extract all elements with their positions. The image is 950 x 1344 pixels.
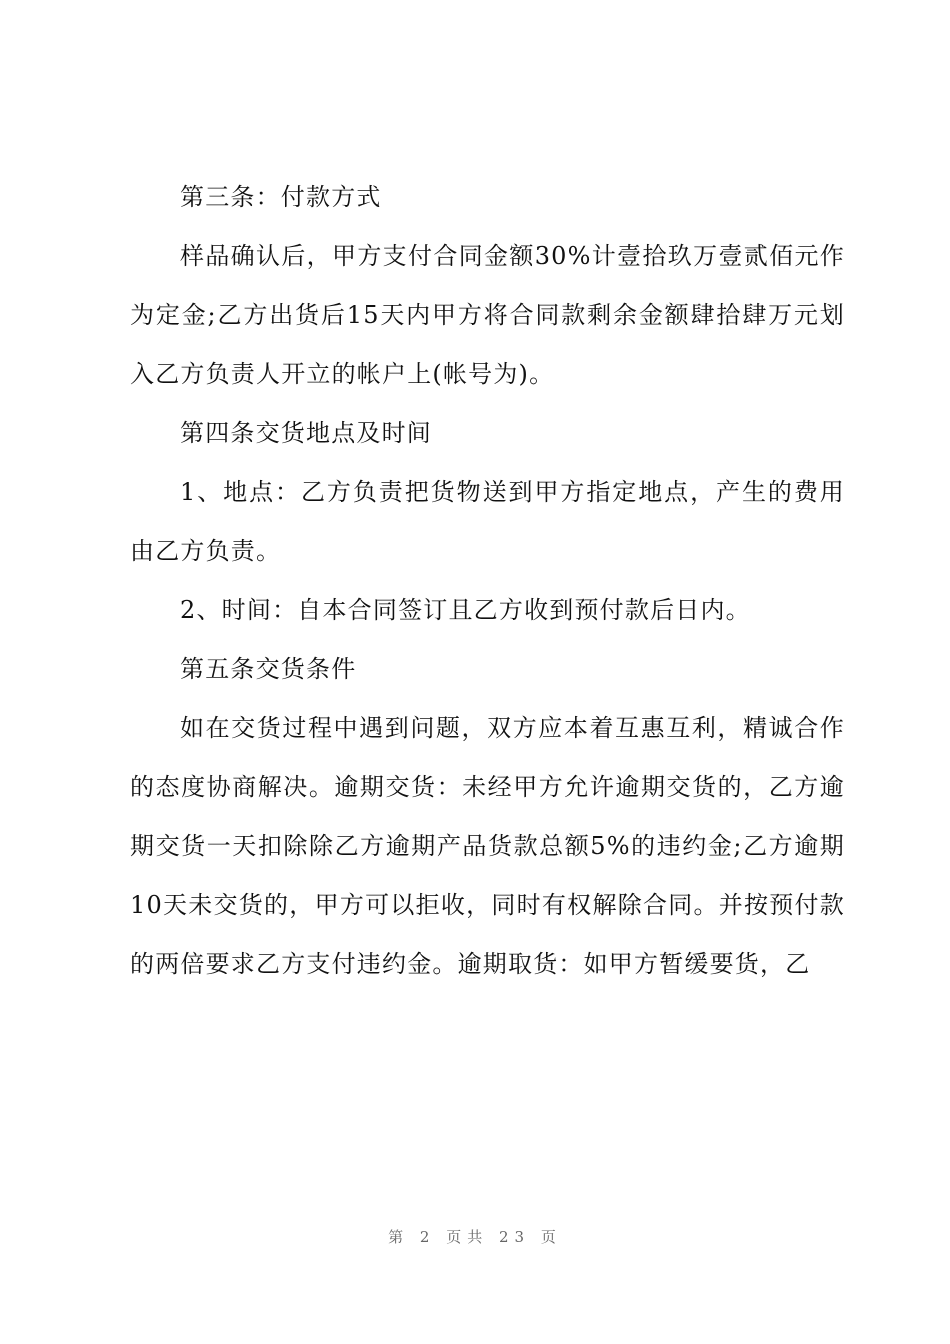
page-footer [0, 1226, 950, 1247]
footer-total-pages: 23 [499, 1228, 531, 1246]
payment-paragraph: 样品确认后，甲方支付合同金额30%计壹拾玖万壹贰佰元作为定金;乙方出货后15天内甲方将合同款剩余金额肆拾肆万元划入乙方负责人开立的帐户上(帐号为)。 [130, 242, 845, 388]
conditions-paragraph: 如在交货过程中遇到问题，双方应本着互惠互利，精诚合作的态度协商解决。逾期交货：未经甲方允许逾期交货的，乙方逾期交货一天扣除除乙方逾期产品货款总额5%的违约金;乙方逾期10天未交货的，甲方可以拒收，同时有权解除合同。并按预付款的两倍要求乙方支付违约金。逾期取货：如甲方暂缓要货，乙 [130, 714, 845, 978]
section-heading-payment: 第三条：付款方式 [180, 183, 382, 211]
document-body [130, 168, 845, 994]
section-heading-delivery: 第四条交货地点及时间 [180, 419, 432, 447]
delivery-location-paragraph: 1、地点：乙方负责把货物送到甲方指定地点，产生的费用由乙方负责。 [130, 478, 845, 565]
delivery-time-paragraph: 2、时间：自本合同签订且乙方收到预付款后日内。 [180, 596, 751, 624]
section-heading-conditions: 第五条交货条件 [180, 655, 357, 683]
footer-current-page: 2 [419, 1228, 436, 1246]
footer-suffix: 页 [540, 1228, 562, 1246]
footer-middle: 页共 [446, 1228, 489, 1246]
footer-prefix: 第 [388, 1228, 410, 1246]
